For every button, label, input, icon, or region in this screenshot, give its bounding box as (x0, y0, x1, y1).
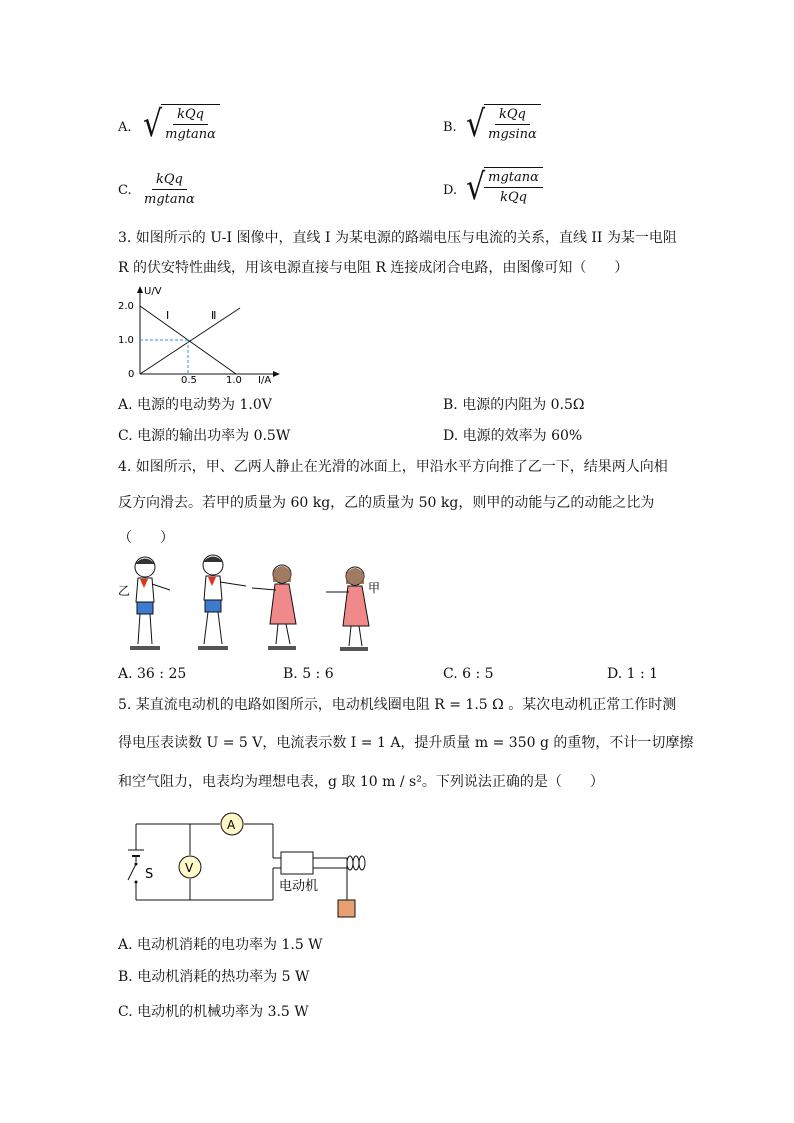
q4-option-c: C. 6 : 5 (443, 666, 494, 682)
q3-stem-line1: 3. 如图所示的 U-I 图像中，直线 I 为某电源的路端电压与电流的关系，直线 II 为某一电阻 (118, 230, 677, 246)
boy-figure-2 (198, 555, 246, 650)
q2-a-num: kQq (173, 107, 208, 125)
switch-icon (128, 863, 138, 884)
q2-option-c-label: C. (118, 183, 132, 198)
q5-motor-circuit (118, 812, 378, 924)
q5-stem-line1: 5. 某直流电动机的电路如图所示，电动机线圈电阻 R = 1.5 Ω 。某次电动机正常工作时测 (118, 697, 677, 713)
q2-option-d-label: D. (443, 183, 458, 198)
battery-icon (128, 850, 144, 862)
y-tick-0: 0 (128, 369, 135, 380)
q4-stem-line2: 反方向滑去。若甲的质量为 60 kg，乙的质量为 50 kg，则甲的动能与乙的动能之比为 (118, 495, 655, 511)
q3-option-b: B. 电源的内阻为 0.5Ω (443, 397, 585, 413)
q4-stem-line3: （ ） (118, 530, 174, 546)
y-tick-1: 1.0 (118, 335, 134, 346)
y-tick-2: 2.0 (118, 301, 134, 312)
q3-ui-graph (118, 282, 288, 390)
boy-figure-1 (130, 557, 170, 650)
q4-skaters-figure (118, 552, 388, 657)
x-tick-05: 0.5 (181, 375, 197, 386)
q5-stem-line2: 得电压表读数 U = 5 V，电流表示数 I = 1 A，提升质量 m = 350 g 的重物，不计一切摩擦 (118, 735, 694, 751)
q2-d-num: mgtanα (484, 170, 543, 188)
q4-stem-line1: 4. 如图所示，甲、乙两人静止在光滑的冰面上，甲沿水平方向推了乙一下，结果两人向相 (118, 459, 668, 475)
label-yi: 乙 (118, 584, 131, 598)
q2-option-d-formula: √ $\frac{mgtan\alpha}{\text{kQq}}$ (466, 167, 543, 209)
q2-option-c-formula (140, 171, 199, 207)
x-tick-10: 1.0 (226, 375, 242, 386)
q2-a-den: mgtanα (165, 127, 216, 142)
ammeter-label: A (227, 818, 236, 832)
q3-stem-line2: R 的伏安特性曲线，用该电源直接与电阻 R 连接成闭合电路，由图像可知（ ） (118, 260, 629, 276)
q2-option-a-label: A. (118, 120, 132, 135)
q2-b-den: mgsinα (488, 127, 537, 142)
girl-figure-2 (326, 567, 369, 651)
q2-d-den: kQq (500, 190, 527, 205)
line-I-label: I (166, 309, 170, 322)
voltmeter-label: V (185, 861, 194, 875)
q2-option-a-formula: √ $\frac{\text{kQq}}{mgtan\alpha}$ (143, 104, 220, 146)
q2-c-num: kQq (152, 172, 187, 190)
q2-b-num: kQq (495, 107, 530, 125)
y-axis-arrow (137, 286, 143, 293)
q5-option-a: A. 电动机消耗的电功率为 1.5 W (118, 937, 323, 953)
y-axis-label: U/V (144, 286, 162, 297)
q2-option-b-formula: √ $\frac{\text{kQq}}{mgsin\alpha}$ (466, 104, 541, 146)
q4-option-a: A. 36 : 25 (118, 666, 187, 682)
q2-option-b-label: B. (443, 120, 457, 135)
q3-option-d: D. 电源的效率为 60% (443, 428, 583, 444)
x-axis-label: I/A (258, 375, 272, 386)
line-II-label: Ⅱ (211, 309, 217, 322)
q5-stem-line3: 和空气阻力，电表均为理想电表，g 取 10 m / s²。下列说法正确的是（ ） (118, 774, 604, 790)
label-jia: 甲 (368, 581, 381, 595)
x-axis-arrow (273, 371, 280, 377)
q5-option-b: B. 电动机消耗的热功率为 5 W (118, 969, 310, 985)
q2-c-den: mgtanα (144, 192, 195, 207)
voltmeter-icon (179, 856, 201, 878)
switch-label: S (145, 867, 154, 882)
girl-figure-1 (252, 565, 296, 650)
q4-option-b: B. 5 : 6 (283, 666, 334, 682)
q5-option-c: C. 电动机的机械功率为 3.5 W (118, 1004, 309, 1020)
motor-label: 电动机 (279, 879, 319, 894)
q3-option-a: A. 电源的电动势为 1.0V (118, 397, 272, 413)
q4-option-d: D. 1 : 1 (607, 666, 659, 682)
line-II (140, 308, 240, 374)
ammeter-icon (221, 813, 243, 835)
q3-option-c: C. 电源的输出功率为 0.5W (118, 428, 291, 444)
